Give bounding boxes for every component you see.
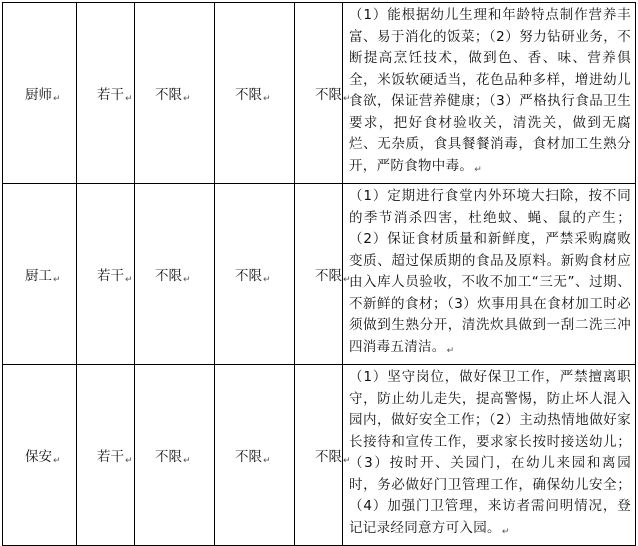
requirement-value: 不限	[315, 86, 342, 103]
requirement-value: 不限	[155, 267, 182, 284]
duties-text: （1）定期进行食堂内外环境大扫除，按不同的季节消杀四害，杜绝蚊、蝇、鼠的产生；（2）保证食材质量和新鲜度，严禁采购腐败变质、超过保质期的食品及原料。新购食材应由入库人员验收，不收不加工“三无”、过期、不新鲜的食材；（3）炊事用具在食材加工时必须做到生熟分开，清洗炊具做到一刮二洗三冲四消毒五清洁。	[349, 188, 631, 355]
paragraph-mark-icon: ↵	[125, 455, 133, 466]
requirement-cell	[135, 365, 215, 546]
duties-cell	[343, 184, 636, 365]
requirement-value: 不限	[315, 267, 342, 284]
requirement-value: 不限	[235, 448, 262, 465]
paragraph-mark-icon: ↵	[53, 455, 61, 466]
headcount: 若干	[97, 86, 124, 103]
requirement-cell	[295, 3, 351, 184]
requirement-cell	[215, 3, 295, 184]
requirement-cell	[295, 365, 351, 546]
requirement-value: 不限	[155, 86, 182, 103]
requirement-value: 不限	[155, 448, 182, 465]
job-title: 厨师	[25, 86, 52, 103]
requirement-cell	[135, 184, 215, 365]
paragraph-mark-icon: ↵	[263, 274, 271, 285]
requirement-value: 不限	[235, 86, 262, 103]
requirement-cell	[295, 184, 351, 365]
table-row-chef	[3, 3, 636, 184]
paragraph-mark-icon: ↵	[343, 93, 351, 104]
job-title: 厨工	[25, 267, 52, 284]
table-row-security	[3, 365, 636, 546]
paragraph-mark-icon: ↵	[263, 455, 271, 466]
duties-text: （1）坚守岗位，做好保卫工作，严禁擅离职守，防止幼儿走失，提高警惕，防止坏人混入园内，做好安全工作；（2）主动热情地做好家长接待和宣传工作，要求家长按时接送幼儿；（3）按时开、关园门，在幼儿来园和离园时，务必做好门卫管理工作，确保幼儿安全；（4）加强门卫管理，来访者需问明情况，登记记录经同意方可入园。	[349, 369, 631, 536]
paragraph-mark-icon: ↵	[343, 455, 351, 466]
headcount-cell	[77, 3, 135, 184]
paragraph-mark-icon: ↵	[343, 274, 351, 285]
paragraph-mark-icon: ↵	[183, 93, 191, 104]
table-row-kitchen-worker	[3, 184, 636, 365]
paragraph-mark-icon: ↵	[263, 93, 271, 104]
paragraph-mark-icon: ↵	[183, 274, 191, 285]
job-title-cell	[3, 3, 77, 184]
requirement-cell	[215, 365, 295, 546]
duties-cell	[343, 3, 636, 184]
paragraph-mark-icon: ↵	[53, 93, 61, 104]
requirement-cell	[135, 3, 215, 184]
paragraph-mark-icon: ↵	[53, 274, 61, 285]
paragraph-mark-icon: ↵	[183, 455, 191, 466]
headcount: 若干	[97, 267, 124, 284]
paragraph-mark-icon: ↵	[446, 345, 455, 356]
duties-cell	[343, 365, 636, 546]
paragraph-mark-icon: ↵	[125, 93, 133, 104]
paragraph-mark-icon: ↵	[474, 164, 483, 175]
headcount-cell	[77, 184, 135, 365]
headcount: 若干	[97, 448, 124, 465]
headcount-cell	[77, 365, 135, 546]
job-title: 保安	[25, 448, 52, 465]
job-title-cell	[3, 184, 77, 365]
staffing-table	[2, 2, 636, 546]
requirement-value: 不限	[315, 448, 342, 465]
requirement-cell	[215, 184, 295, 365]
requirement-value: 不限	[235, 267, 262, 284]
paragraph-mark-icon: ↵	[501, 526, 510, 537]
job-title-cell	[3, 365, 77, 546]
duties-text: （1）能根据幼儿生理和年龄特点制作营养丰富、易于消化的饭菜；（2）努力钻研业务，不断提高烹饪技术，做到色、香、味、营养俱全，米饭软硬适当，花色品种多样，增进幼儿食欲，保证营养健康；（3）严格执行食品卫生要求，把好食材验收关，清洗关，做到无腐烂、无杂质，食具餐餐消毒，食材加工生熟分开，严防食物中毒。	[349, 7, 631, 174]
paragraph-mark-icon: ↵	[125, 274, 133, 285]
